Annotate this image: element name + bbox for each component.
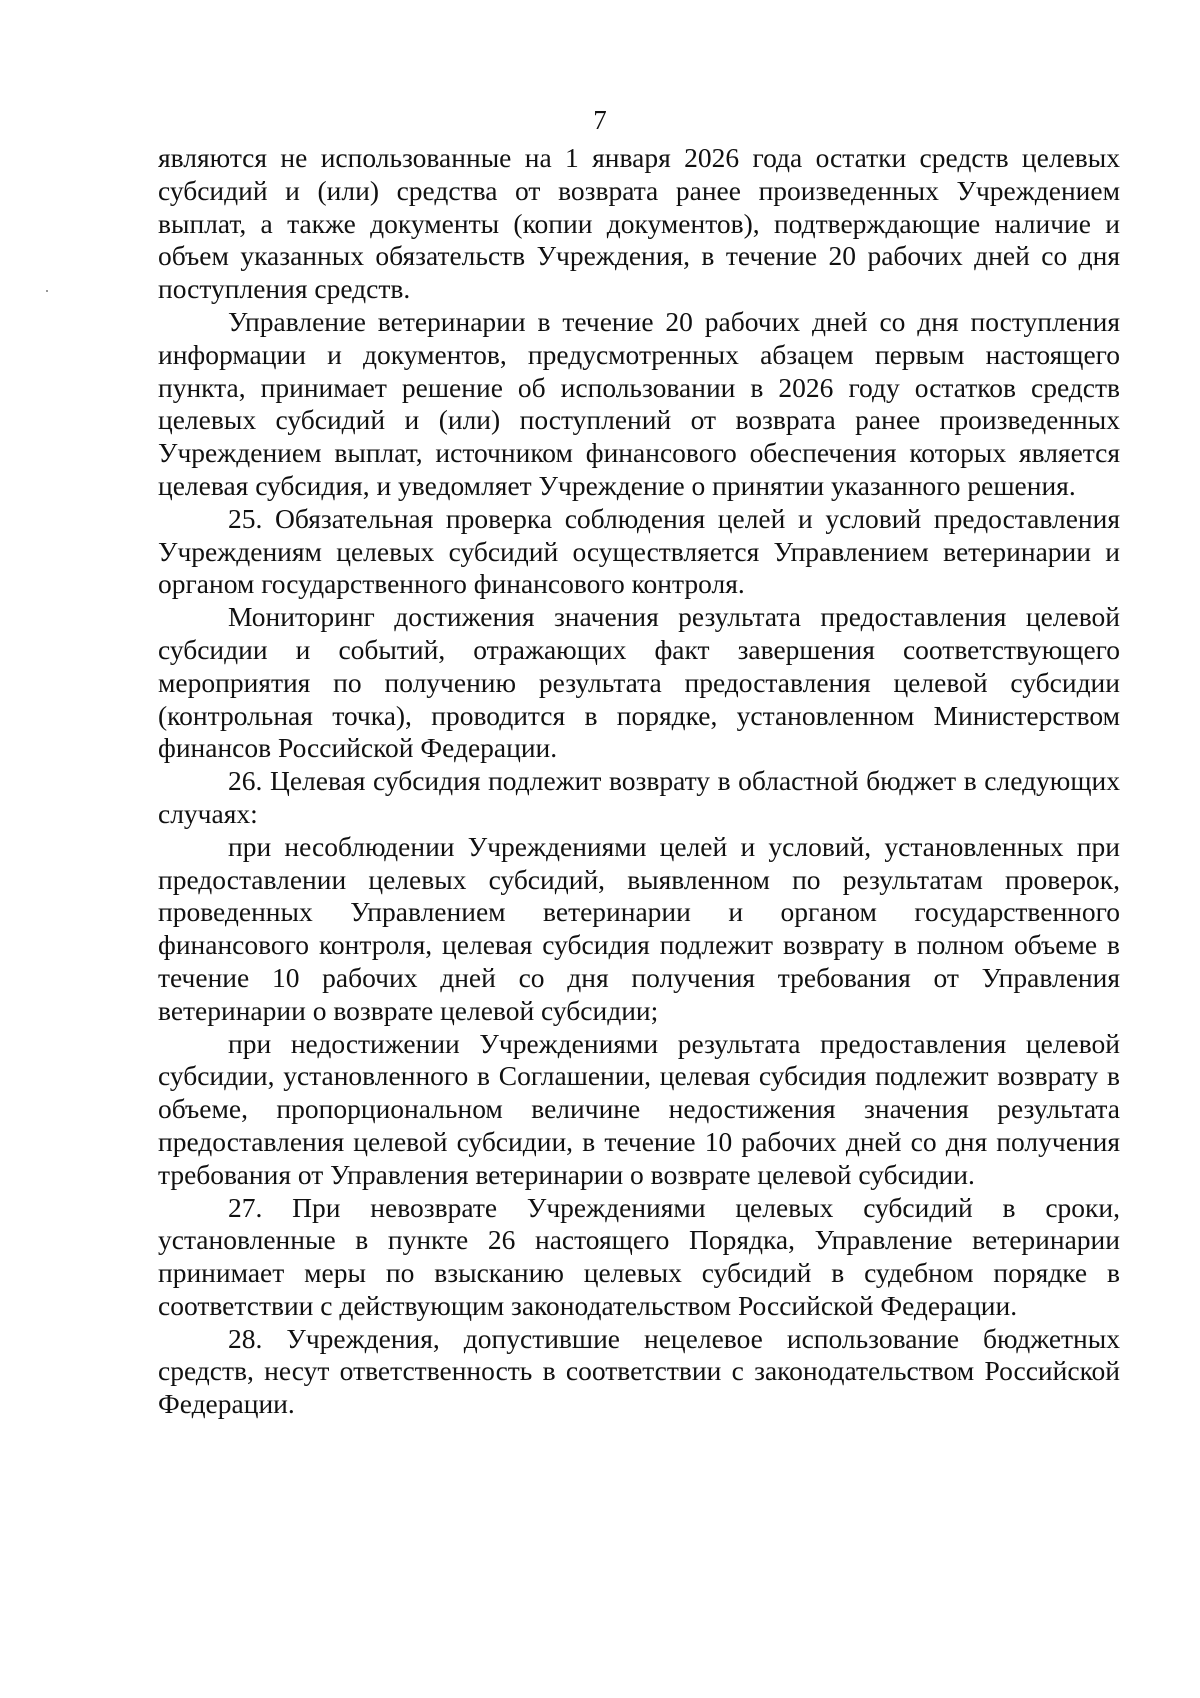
page-number: 7 [593, 105, 607, 135]
paragraph-item-26: 26. Целевая субсидия подлежит возврату в областной бюджет в следующих случаях: [158, 765, 1120, 829]
paragraph-item-28: 28. Учреждения, допустившие нецелевое использование бюджетных средств, несут ответственность в соответствии с законодательством Российской Федерации. [158, 1322, 1120, 1420]
paragraph-monitoring: Мониторинг достижения значения результата предоставления целевой субсидии и событий, отражающих факт завершения соответствующего мероприятия по получению результата предоставления целевой субсидии (контрольная точка), проводится в порядке, установленном Министерством финансов Российской Федерации. [158, 601, 1120, 764]
paragraph-continuation: являются не использованные на 1 января 2026 года остатки средств целевых субсидий и (или) средства от возврата ранее произведенных Учреждением выплат, а также документы (копии документов), подтверждающие наличие и объем указанных обязательств Учреждения, в течение 20 рабочих дней со дня поступления средств. [158, 142, 1120, 305]
paragraph-vet-decision: Управление ветеринарии в течение 20 рабочих дней со дня поступления информации и документов, предусмотренных абзацем первым настоящего пункта, принимает решение об использовании в 2026 году остатков средств целевых субсидий и (или) поступлений от возврата ранее произведенных Учреждением выплат, источником финансового обеспечения которых является целевая субсидия, и уведомляет Учреждение о принятии указанного решения. [158, 305, 1120, 501]
paragraph-case-nonachievement: при недостижении Учреждениями результата предоставления целевой субсидии, установленного в Соглашении, целевая субсидия подлежит возврату в объеме, пропорциональном величине недостижения значения результата предоставления целевой субсидии, в течение 10 рабочих дней со дня получения требования от Управления ветеринарии о возврате целевой субсидии. [158, 1027, 1120, 1190]
scan-speck [46, 290, 48, 292]
document-body [158, 142, 1120, 1421]
paragraph-case-noncompliance: при несоблюдении Учреждениями целей и условий, установленных при предоставлении целевых субсидий, выявленном по результатам проверок, проведенных Управлением ветеринарии и органом государственного финансового контроля, целевая субсидия подлежит возврату в полном объеме в течение 10 рабочих дней со дня получения требования от Управления ветеринарии о возврате целевой субсидии; [158, 830, 1120, 1026]
paragraph-item-27: 27. При невозврате Учреждениями целевых субсидий в сроки, установленные в пункте 26 настоящего Порядка, Управление ветеринарии принимает меры по взысканию целевых субсидий в судебном порядке в соответствии с действующим законодательством Российской Федерации. [158, 1191, 1120, 1321]
paragraph-item-25: 25. Обязательная проверка соблюдения целей и условий предоставления Учреждениям целевых субсидий осуществляется Управлением ветеринарии и органом государственного финансового контроля. [158, 502, 1120, 600]
